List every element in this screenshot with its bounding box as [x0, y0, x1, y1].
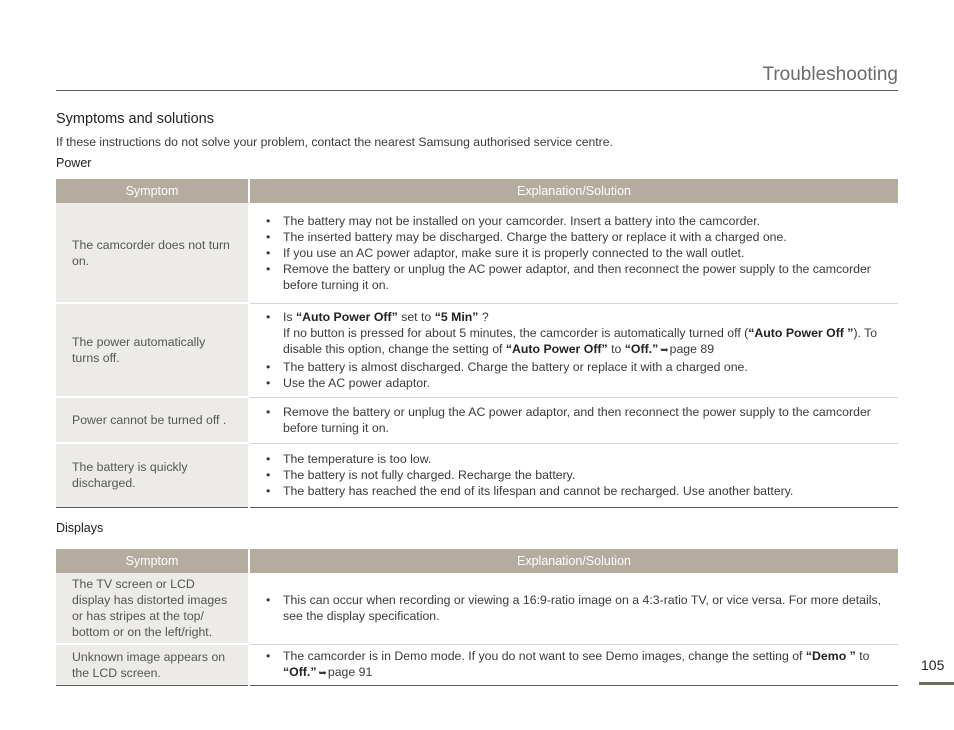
- solution-item: • The battery may not be installed on your camcorder. Insert a battery into the camcorder.: [266, 213, 890, 229]
- solution-cell: [249, 644, 898, 685]
- solution-item: • Use the AC power adaptor.: [266, 375, 890, 391]
- symptom-cell: The camcorder does not turn on.: [56, 203, 249, 303]
- displays-heading: Displays: [56, 521, 104, 535]
- page-reference: page 89: [669, 342, 715, 356]
- solution-item: • The battery has reached the end of its lifespan and cannot be recharged. Use another battery.: [266, 483, 890, 499]
- solution-item: • Remove the battery or unplug the AC power adaptor, and then reconnect the power supply to the camcorder before turning it on.: [266, 404, 890, 436]
- intro-text: If these instructions do not solve your problem, contact the nearest Samsung authorised service centre.: [56, 135, 613, 149]
- page-number-bar: [919, 682, 954, 685]
- solution-column-header: Explanation/Solution: [249, 179, 898, 203]
- solution-item: • The temperature is too low.: [266, 451, 890, 467]
- symptom-cell: Power cannot be turned off .: [56, 397, 249, 443]
- solution-list: [266, 309, 890, 391]
- solution-list: [266, 213, 890, 293]
- page-reference-arrow-icon: ➥: [318, 667, 327, 679]
- table-header-row: [56, 549, 898, 573]
- symptom-column-header: Symptom: [56, 549, 249, 573]
- power-table: [56, 179, 898, 508]
- table-header-row: [56, 179, 898, 203]
- solution-list: [266, 451, 890, 499]
- solution-item: • If you use an AC power adaptor, make sure it is properly connected to the wall outlet.: [266, 245, 890, 261]
- solution-column-header: Explanation/Solution: [249, 549, 898, 573]
- table-row: [56, 203, 898, 303]
- solution-cell: [249, 573, 898, 644]
- power-heading: Power: [56, 156, 92, 170]
- solution-item: • Is “Auto Power Off” set to “5 Min” ? If no button is pressed for about 5 minutes, the camcorder is automatically turned off (“Auto Power Off ”). To disable this option, change the setting of “Auto Power Off” to “Off.” ➥page 89: [266, 309, 890, 359]
- solution-item: • The camcorder is in Demo mode. If you do not want to see Demo images, change the setting of “Demo ” to “Off.” ➥page 91: [266, 648, 890, 682]
- solution-item: • The battery is not fully charged. Recharge the battery.: [266, 467, 890, 483]
- table-row: [56, 644, 898, 685]
- table-row: [56, 303, 898, 397]
- solution-cell: [249, 397, 898, 443]
- displays-table: [56, 549, 898, 686]
- solution-list: [266, 404, 890, 436]
- page-number: 105: [921, 657, 945, 673]
- solution-list: [266, 592, 890, 624]
- table-row: [56, 443, 898, 507]
- symptom-cell: The power automatically turns off.: [56, 303, 249, 397]
- symptom-cell: Unknown image appears on the LCD screen.: [56, 644, 249, 685]
- solution-item: • This can occur when recording or viewing a 16:9-ratio image on a 4:3-ratio TV, or vice versa. For more details, see the display specification.: [266, 592, 890, 624]
- solution-cell: [249, 203, 898, 303]
- page-reference-arrow-icon: ➥: [660, 345, 669, 356]
- table-row: [56, 573, 898, 644]
- page-reference: page 91: [327, 664, 373, 679]
- solution-item: • Remove the battery or unplug the AC power adaptor, and then reconnect the power supply to the camcorder before turning it on.: [266, 261, 890, 293]
- table-row: [56, 397, 898, 443]
- page-title: Troubleshooting: [762, 64, 898, 85]
- title-divider: [56, 90, 898, 91]
- symptom-column-header: Symptom: [56, 179, 249, 203]
- solution-list: [266, 648, 890, 682]
- symptom-cell: The TV screen or LCD display has distorted images or has stripes at the top/ bottom or on the left/right.: [56, 573, 249, 644]
- solution-item: • The battery is almost discharged. Charge the battery or replace it with a charged one.: [266, 359, 890, 375]
- section-title: Symptoms and solutions: [56, 111, 214, 127]
- solution-cell: [249, 303, 898, 397]
- solution-cell: [249, 443, 898, 507]
- symptom-cell: The battery is quickly discharged.: [56, 443, 249, 507]
- solution-item: • The inserted battery may be discharged. Charge the battery or replace it with a charged one.: [266, 229, 890, 245]
